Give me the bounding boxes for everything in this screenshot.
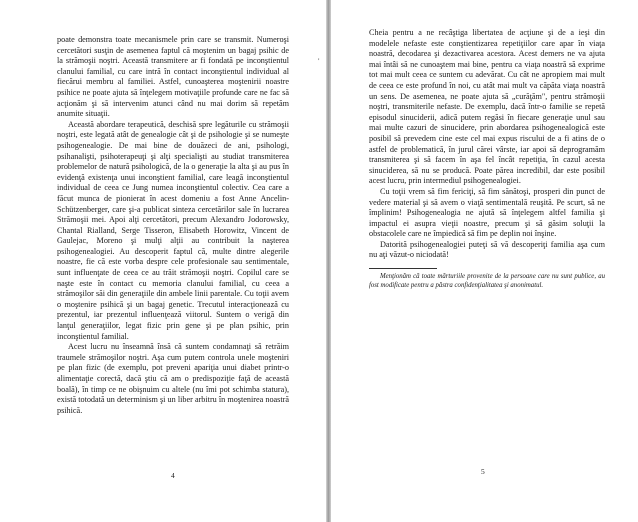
paragraph: Acest lucru nu înseamnă însă că suntem condamnaţi să retrăim traumele strămoşilor noştri. Aşa cum putem controla unele moşteniri pe plan fizic (de exemplu, pot preveni apariţia unui diabet printr-o alimentaţie corectă, dacă ştiu că am o predispoziţie faţă de această boală), în timp ce ne obişnuim cu altele (nu îmi pot schimba statura), există totodată un determinism şi un liber arbitru în moştenirea noastră psihică. <box>57 342 289 415</box>
paragraph: poate demonstra toate mecanismele prin care se transmit. Numeroşi cercetători susţin de asemenea faptul că moştenim un bagaj psihic de la strămoşii noştri. Această transmitere ar fi fondată pe inconştientul clanului familial, cu care intră în contact inconştientul individual al fiecărui membru al familiei. Astfel, cunoaşterea moştenirii noastre psihice ne poate ajuta să înţelegem motivaţiile profunde care ne fac să acţionăm şi să intervenim atunci când nu mai dorim să repetăm anumite situaţii. <box>57 35 289 119</box>
paragraph: Datorită psihogenealogiei puteţi să vă descoperiţi familia aşa cum nu aţi văzut-o niciodată! <box>369 239 605 260</box>
page-mark: , <box>318 55 320 61</box>
page-number: 4 <box>171 471 175 480</box>
right-page <box>331 0 638 522</box>
paragraph: Această abordare terapeutică, deschisă spre legăturile cu strămoşii noştri, este legată atât de genealogie cât şi de psihologie şi se numeşte psihogenealogie. De mai bine de douăzeci de ani, psihologi, psihanalişti, psihoterapeuţi şi alţi specialişti au studiat transmiterea problemelor de natură psihologică, de la o generaţie la alta şi au pus în evidenţă existenţa unui inconştient familial, care leagă inconştientul individual de ceea ce Jung numea inconştientul colectiv. Cea care a făcut munca de pionierat în acest domeniu a fost Anne Ancelin-Schützenberger, care şi-a publicat sinteza cercetărilor sale în lucrarea Strămoşii mei. Apoi alţi cercetători, precum Alexandro Jodorowsky, Chantal Rialland, Serge Tisseron, Elisabeth Horowitz, Vincent de Gaulejac, Moreno şi mulţi alţii au contribuit la naşterea psihogenealogiei. Au descoperit faptul că, multe dintre alegerile noastre, fie că este vorba despre cele profesionale sau sentimentale, sunt influenţate de ceea ce au trăit strămoşii noştri. Copilul care se naşte este în contact cu memoria clanului familial, cu ceea a strămoşilor săi din generaţiile din ambele linii parentale. Cu toţii avem o moştenire psihică şi un bagaj genetic. Trecutul interacţionează cu prezentul, iar prezentul influenţează viitorul. Suntem o verigă din lanţul generaţiilor, legat fizic prin gene şi pe plan psihic, prin inconştientul familial. <box>57 119 289 341</box>
footnote: Menţionăm că toate mărturiile provenite de la persoane care nu sunt publice, au fost modificate pentru a păstra confidenţialitatea şi anonimatul. <box>369 273 605 289</box>
right-page-text <box>369 28 605 290</box>
paragraph: Cu toţii vrem să fim fericiţi, să fim sănătoşi, prosperi din punct de vedere material şi să avem o viaţă sentimentală reuşită. Pe scurt, să ne împlinim! Psihogenealogia ne ajută să înţelegem altfel familia şi impactul ei asupra vieţii noastre, precum şi să găsim soluţii la obstacolele care ne împiedică să fim pe deplin noi înşine. <box>369 186 605 239</box>
footnote-divider <box>369 268 437 269</box>
left-page-text <box>57 35 289 416</box>
paragraph: Cheia pentru a ne recâştiga libertatea de acţiune şi de a ieşi din modelele nefaste este conştientizarea repetiţiilor care apar în viaţa noastră, decodarea şi dezactivarea acestora. Acest demers ne va ajuta mai întâi să ne cunoaştem mai bine, pentru ca viaţa noastră să exprime tot mai mult ceea ce suntem cu adevărat. Cu cât ne apropiem mai mult de ceea ce este profund în noi, cu atât mai mult va căpăta viaţa noastră un sens. De asemenea, ne poate ajuta să „curăţăm", pentru strămoşii noştri, transmiterile nefaste. De exemplu, dacă într-o familie se repetă episodul sinuciderii, adică putem regăsi în fiecare generaţie unul sau mai multe cazuri de sinucidere, prin abordarea psihogenealogică este posibil să prevedem cine este cel mai expus riscului de a fi atins de o astfel de problematică, în jurul cărei vârste, iar apoi să deprogramăm transmiterea şi să facem în aşa fel încât repetiţia, în cazul acesta sinuciderea, să nu se producă. Poate părea incredibil, dar este posibil acest lucru, prin intermediul psihogenealogiei. <box>369 28 605 186</box>
page-number: 5 <box>481 467 485 476</box>
